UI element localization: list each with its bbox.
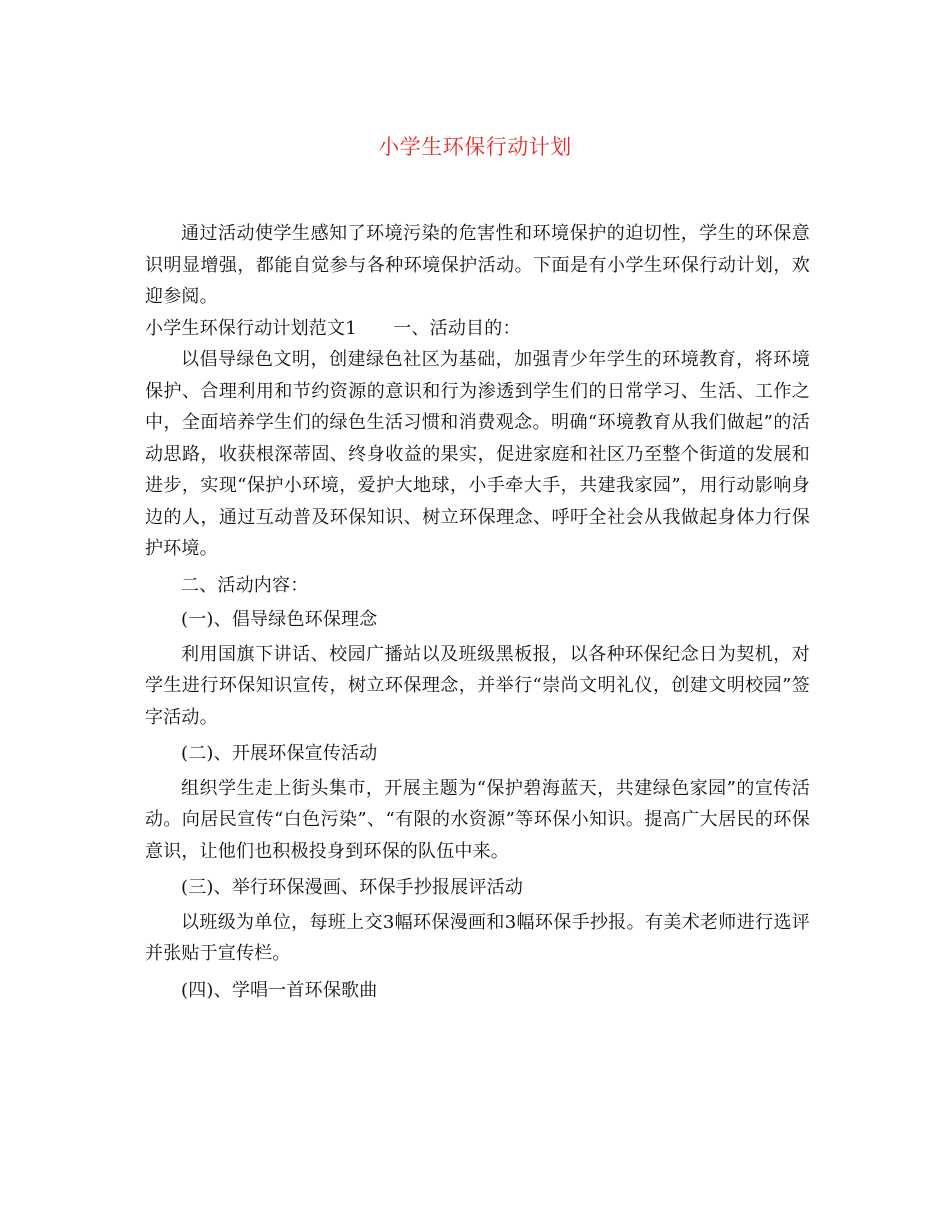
- subheading-3: (三)、举行环保漫画、环保手抄报展评活动: [181, 877, 524, 898]
- section-heading-content: 二、活动内容：: [181, 574, 309, 596]
- section-heading-purpose: 小学生环保行动计划范文1 一、活动目的：: [145, 317, 521, 339]
- paragraph-1: 利用国旗下讲话、校园广播站以及班级黑板报，以各种环保纪念日为契机，对学生进行环保知识宣传，树立环保理念，并举行“崇尚文明礼仪，创建文明校园”签字活动。: [145, 643, 810, 728]
- document-title: 小学生环保行动计划: [378, 135, 572, 159]
- intro-paragraph: 通过活动使学生感知了环境污染的危害性和环境保护的迫切性，学生的环保意识明显增强，都能自觉参与各种环境保护活动。下面是有小学生环保行动计划，欢迎参阅。: [145, 223, 810, 307]
- paragraph-2: 组织学生走上街头集市，开展主题为“保护碧海蓝天，共建绿色家园”的宣传活动。向居民宣传“白色污染”、“有限的水资源”等环保小知识。提高广大居民的环保意识，让他们也积极投身到环保的队伍中来。: [145, 777, 810, 862]
- subheading-2: (二)、开展环保宣传活动: [181, 743, 378, 764]
- paragraph-3: 以班级为单位，每班上交3幅环保漫画和3幅环保手抄报。有美术老师进行选评并张贴于宣传栏。: [145, 911, 810, 964]
- purpose-paragraph: 以倡导绿色文明，创建绿色社区为基础，加强青少年学生的环境教育，将环境保护、合理利用和节约资源的意识和行为渗透到学生们的日常学习、生活、工作之中，全面培养学生们的绿色生活习惯和消费观念。明确“环境教育从我们做起”的活动思路，收获根深蒂固、终身收益的果实，促进家庭和社区乃至整个街道的发展和进步，实现“保护小环境，爱护大地球，小手牵大手，共建我家园”，用行动影响身边的人，通过互动普及环保知识、树立环保理念、呼吁全社会从我做起身体力行保护环境。: [145, 349, 810, 559]
- subheading-4: (四)、学唱一首环保歌曲: [181, 979, 378, 1001]
- subheading-1: (一)、倡导绿色环保理念: [181, 609, 378, 630]
- document-body: [145, 218, 810, 1006]
